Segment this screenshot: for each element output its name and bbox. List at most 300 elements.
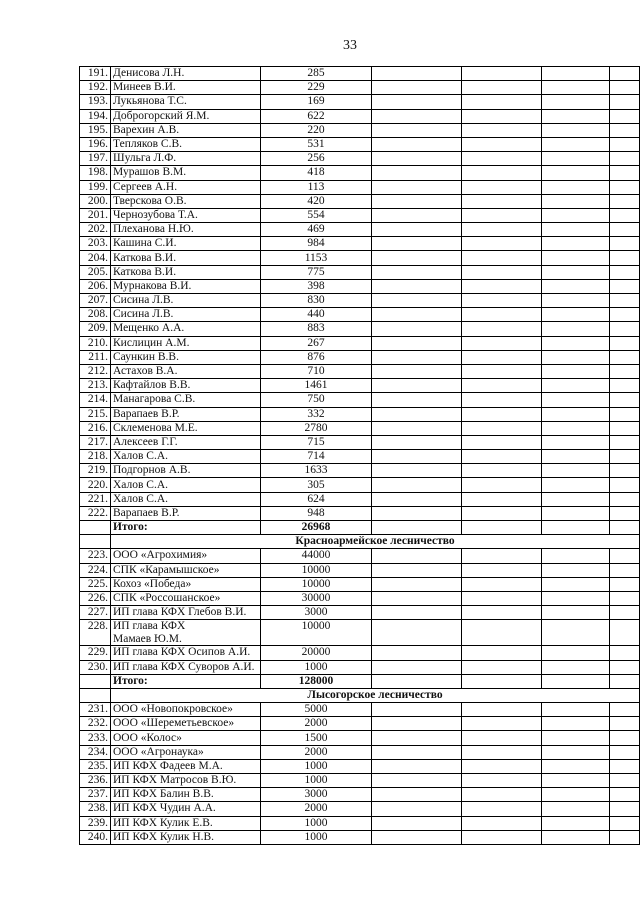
empty-cell <box>542 223 610 237</box>
row-name: ИП глава КФХ Суворов А.И. <box>111 660 261 674</box>
empty-cell <box>372 237 462 251</box>
empty-cell <box>542 591 610 605</box>
empty-cell <box>610 336 640 350</box>
empty-cell <box>542 492 610 506</box>
table-row <box>80 81 640 95</box>
empty-cell <box>542 67 610 81</box>
row-number: 230. <box>80 660 111 674</box>
empty-cell <box>542 717 610 731</box>
table-row <box>80 364 640 378</box>
row-name: Алексеев Г.Г. <box>111 435 261 449</box>
empty-cell <box>462 67 542 81</box>
table-row <box>80 620 640 646</box>
row-name: Мурнакова В.И. <box>111 279 261 293</box>
empty-cell <box>372 364 462 378</box>
empty-cell <box>372 336 462 350</box>
empty-cell <box>542 379 610 393</box>
table-row <box>80 137 640 151</box>
row-value: 256 <box>261 152 372 166</box>
empty-cell <box>462 152 542 166</box>
empty-cell <box>610 166 640 180</box>
empty-cell <box>462 322 542 336</box>
table-row <box>80 109 640 123</box>
empty-cell <box>372 265 462 279</box>
row-number: 234. <box>80 745 111 759</box>
row-number: 225. <box>80 577 111 591</box>
empty-cell <box>372 802 462 816</box>
empty-cell <box>610 223 640 237</box>
empty-cell <box>462 350 542 364</box>
empty-cell <box>372 81 462 95</box>
row-name: Кафтайлов В.В. <box>111 379 261 393</box>
empty-cell <box>372 577 462 591</box>
row-value: 469 <box>261 223 372 237</box>
empty-cell <box>462 591 542 605</box>
row-name: ООО «Колос» <box>111 731 261 745</box>
empty-cell <box>610 67 640 81</box>
empty-cell <box>372 646 462 660</box>
empty-cell <box>542 294 610 308</box>
empty-cell <box>610 492 640 506</box>
empty-cell <box>610 549 640 563</box>
empty-cell <box>372 788 462 802</box>
row-value: 1000 <box>261 774 372 788</box>
empty-cell <box>372 223 462 237</box>
row-name: ИП КФХ Кулик Е.В. <box>111 816 261 830</box>
row-value: 1633 <box>261 464 372 478</box>
table-row <box>80 237 640 251</box>
table-row <box>80 703 640 717</box>
empty-cell <box>462 450 542 464</box>
empty-cell <box>610 745 640 759</box>
empty-cell <box>542 816 610 830</box>
empty-cell <box>462 336 542 350</box>
row-value: 1461 <box>261 379 372 393</box>
table-row <box>80 606 640 620</box>
row-name: ООО «Шереметьевское» <box>111 717 261 731</box>
empty-cell <box>542 577 610 591</box>
row-value: 20000 <box>261 646 372 660</box>
row-number: 215. <box>80 407 111 421</box>
row-number: 235. <box>80 759 111 773</box>
empty-cell <box>372 745 462 759</box>
table-row <box>80 717 640 731</box>
empty-cell <box>372 393 462 407</box>
empty-cell <box>372 660 462 674</box>
empty-cell <box>462 379 542 393</box>
row-value: 44000 <box>261 549 372 563</box>
row-number: 214. <box>80 393 111 407</box>
row-number: 232. <box>80 717 111 731</box>
empty-cell <box>542 95 610 109</box>
table-row <box>80 830 640 844</box>
empty-cell <box>462 549 542 563</box>
row-number: 194. <box>80 109 111 123</box>
empty-cell <box>610 279 640 293</box>
table-row <box>80 294 640 308</box>
empty-cell <box>372 717 462 731</box>
row-name: ИП КФХ Чудин А.А. <box>111 802 261 816</box>
empty-cell <box>542 152 610 166</box>
table-row <box>80 393 640 407</box>
row-name: ИП КФХ Кулик Н.В. <box>111 830 261 844</box>
empty-cell <box>462 759 542 773</box>
table-row <box>80 549 640 563</box>
empty-cell <box>542 745 610 759</box>
total-value: 128000 <box>261 674 372 688</box>
empty-cell <box>372 294 462 308</box>
row-name: Кислицин А.М. <box>111 336 261 350</box>
empty-cell <box>542 350 610 364</box>
empty-cell <box>462 308 542 322</box>
empty-cell <box>542 830 610 844</box>
empty-cell <box>542 506 610 520</box>
empty-cell <box>462 279 542 293</box>
table-row <box>80 265 640 279</box>
row-name: Халов С.А. <box>111 492 261 506</box>
empty-cell <box>372 194 462 208</box>
empty-cell <box>542 450 610 464</box>
row-number: 199. <box>80 180 111 194</box>
table-row <box>80 152 640 166</box>
row-value: 285 <box>261 67 372 81</box>
row-value: 2000 <box>261 802 372 816</box>
row-number: 202. <box>80 223 111 237</box>
empty-cell <box>610 322 640 336</box>
empty-cell <box>610 208 640 222</box>
row-value: 2000 <box>261 717 372 731</box>
table-row <box>80 308 640 322</box>
empty-cell <box>372 591 462 605</box>
row-value: 622 <box>261 109 372 123</box>
row-number: 198. <box>80 166 111 180</box>
empty-cell <box>462 646 542 660</box>
empty-cell <box>372 830 462 844</box>
empty-cell <box>610 123 640 137</box>
empty-cell <box>372 407 462 421</box>
row-name: ИП глава КФХ Осипов А.И. <box>111 646 261 660</box>
total-row <box>80 521 640 535</box>
row-name: Сисина Л.В. <box>111 308 261 322</box>
empty-cell <box>610 591 640 605</box>
table-row <box>80 802 640 816</box>
table-row <box>80 67 640 81</box>
row-value: 30000 <box>261 591 372 605</box>
empty-cell <box>462 774 542 788</box>
row-name: Подгорнов А.В. <box>111 464 261 478</box>
row-number: 195. <box>80 123 111 137</box>
table-row <box>80 379 640 393</box>
row-name: Мещенко А.А. <box>111 322 261 336</box>
row-name: Кашина С.И. <box>111 237 261 251</box>
section-header <box>80 688 640 702</box>
table-row <box>80 322 640 336</box>
empty-cell <box>542 407 610 421</box>
empty-cell <box>462 364 542 378</box>
total-value: 26968 <box>261 521 372 535</box>
empty-cell <box>372 166 462 180</box>
row-value: 440 <box>261 308 372 322</box>
empty-cell <box>542 336 610 350</box>
empty-cell <box>462 137 542 151</box>
empty-cell <box>610 137 640 151</box>
empty-cell <box>610 703 640 717</box>
empty-cell <box>462 265 542 279</box>
empty-cell <box>462 745 542 759</box>
table-row <box>80 123 640 137</box>
empty-cell <box>462 421 542 435</box>
empty-cell <box>610 421 640 435</box>
row-number: 217. <box>80 435 111 449</box>
row-value: 418 <box>261 166 372 180</box>
empty-cell <box>462 166 542 180</box>
empty-cell <box>610 717 640 731</box>
empty-cell <box>610 788 640 802</box>
row-value: 876 <box>261 350 372 364</box>
empty-cell <box>462 731 542 745</box>
row-value: 5000 <box>261 703 372 717</box>
empty-cell <box>542 194 610 208</box>
empty-cell <box>542 478 610 492</box>
empty-cell <box>542 393 610 407</box>
row-number: 220. <box>80 478 111 492</box>
table-row <box>80 464 640 478</box>
row-number: 205. <box>80 265 111 279</box>
empty-cell <box>462 660 542 674</box>
row-value: 220 <box>261 123 372 137</box>
empty-cell <box>372 435 462 449</box>
row-value: 715 <box>261 435 372 449</box>
row-value: 531 <box>261 137 372 151</box>
empty-cell <box>610 350 640 364</box>
empty-cell <box>542 660 610 674</box>
table-row <box>80 759 640 773</box>
row-value: 10000 <box>261 620 372 646</box>
empty-cell <box>542 421 610 435</box>
row-number: 212. <box>80 364 111 378</box>
row-name: СПК «Карамышское» <box>111 563 261 577</box>
empty-cell <box>372 208 462 222</box>
empty-cell <box>610 251 640 265</box>
row-number: 192. <box>80 81 111 95</box>
row-name: ИП КФХ Балин В.В. <box>111 788 261 802</box>
section-header <box>80 535 640 549</box>
row-number: 237. <box>80 788 111 802</box>
row-name: СПК «Россошанское» <box>111 591 261 605</box>
empty-cell <box>462 464 542 478</box>
empty-cell <box>372 450 462 464</box>
empty-cell <box>462 703 542 717</box>
row-name: Халов С.А. <box>111 450 261 464</box>
row-value: 883 <box>261 322 372 336</box>
empty-cell <box>610 606 640 620</box>
row-value: 775 <box>261 265 372 279</box>
row-name: Каткова В.И. <box>111 265 261 279</box>
empty-cell <box>372 478 462 492</box>
row-number: 221. <box>80 492 111 506</box>
empty-cell <box>610 660 640 674</box>
empty-cell <box>610 646 640 660</box>
row-name: ИП КФХ Матросов В.Ю. <box>111 774 261 788</box>
table-row <box>80 660 640 674</box>
empty-cell <box>372 464 462 478</box>
row-value: 714 <box>261 450 372 464</box>
empty-cell <box>462 208 542 222</box>
empty-cell <box>372 421 462 435</box>
row-value: 229 <box>261 81 372 95</box>
row-number: 228. <box>80 620 111 646</box>
empty-cell <box>372 774 462 788</box>
empty-cell <box>542 166 610 180</box>
row-name: Доброгорский Я.М. <box>111 109 261 123</box>
table-row <box>80 745 640 759</box>
empty-cell <box>542 759 610 773</box>
row-value: 554 <box>261 208 372 222</box>
row-number: 227. <box>80 606 111 620</box>
row-name: Сергеев А.Н. <box>111 180 261 194</box>
empty-cell <box>372 279 462 293</box>
row-name: Варехин А.В. <box>111 123 261 137</box>
row-name: ИП КФХ Фадеев М.А. <box>111 759 261 773</box>
empty-cell <box>542 137 610 151</box>
row-value: 3000 <box>261 788 372 802</box>
total-label: Итого: <box>111 674 261 688</box>
table-row <box>80 774 640 788</box>
row-number: 200. <box>80 194 111 208</box>
empty-cell <box>610 180 640 194</box>
empty-cell <box>372 563 462 577</box>
row-name: Варапаев В.Р. <box>111 506 261 520</box>
empty-cell <box>462 816 542 830</box>
row-name: Склеменова М.Е. <box>111 421 261 435</box>
table-row <box>80 577 640 591</box>
row-name: Халов С.А. <box>111 478 261 492</box>
empty-cell <box>462 251 542 265</box>
empty-cell <box>462 180 542 194</box>
total-label: Итого: <box>111 521 261 535</box>
table-row <box>80 180 640 194</box>
row-value: 2780 <box>261 421 372 435</box>
row-number: 219. <box>80 464 111 478</box>
row-name: Астахов В.А. <box>111 364 261 378</box>
row-value: 1000 <box>261 816 372 830</box>
row-name: Мурашов В.М. <box>111 166 261 180</box>
row-name: Тепляков С.В. <box>111 137 261 151</box>
row-number: 208. <box>80 308 111 322</box>
row-number: 238. <box>80 802 111 816</box>
row-value: 830 <box>261 294 372 308</box>
row-number: 201. <box>80 208 111 222</box>
row-number: 211. <box>80 350 111 364</box>
empty-cell <box>372 123 462 137</box>
empty-cell <box>610 379 640 393</box>
empty-cell <box>610 194 640 208</box>
empty-cell <box>610 830 640 844</box>
row-value: 1153 <box>261 251 372 265</box>
row-number: 233. <box>80 731 111 745</box>
table-row <box>80 208 640 222</box>
row-name: ООО «Новопокровское» <box>111 703 261 717</box>
row-name: Чернозубова Т.А. <box>111 208 261 222</box>
row-value: 420 <box>261 194 372 208</box>
empty-cell <box>610 450 640 464</box>
row-value: 1000 <box>261 660 372 674</box>
empty-cell <box>542 251 610 265</box>
empty-cell <box>610 81 640 95</box>
empty-cell <box>462 802 542 816</box>
empty-cell <box>542 731 610 745</box>
total-row <box>80 674 640 688</box>
row-name: Шульга Л.Ф. <box>111 152 261 166</box>
row-value: 305 <box>261 478 372 492</box>
table-row <box>80 816 640 830</box>
row-number: 224. <box>80 563 111 577</box>
row-value: 10000 <box>261 563 372 577</box>
data-table <box>79 66 640 845</box>
row-number: 193. <box>80 95 111 109</box>
empty-cell <box>462 717 542 731</box>
empty-cell <box>610 478 640 492</box>
row-number: 213. <box>80 379 111 393</box>
empty-cell <box>462 194 542 208</box>
empty-cell <box>542 123 610 137</box>
row-name: Лукьянова Т.С. <box>111 95 261 109</box>
empty-cell <box>610 294 640 308</box>
empty-cell <box>542 788 610 802</box>
empty-cell <box>462 830 542 844</box>
row-number: 229. <box>80 646 111 660</box>
empty-cell <box>542 308 610 322</box>
table-row <box>80 492 640 506</box>
row-name: Сисина Л.В. <box>111 294 261 308</box>
empty-cell <box>610 109 640 123</box>
row-name: Варапаев В.Р. <box>111 407 261 421</box>
row-number: 240. <box>80 830 111 844</box>
empty-cell <box>462 506 542 520</box>
row-number: 223. <box>80 549 111 563</box>
empty-cell <box>372 67 462 81</box>
row-value: 169 <box>261 95 372 109</box>
empty-cell <box>610 802 640 816</box>
row-value: 624 <box>261 492 372 506</box>
empty-cell <box>462 478 542 492</box>
empty-cell <box>610 464 640 478</box>
empty-cell <box>542 435 610 449</box>
row-number: 216. <box>80 421 111 435</box>
table-row <box>80 563 640 577</box>
table-row <box>80 731 640 745</box>
table-row <box>80 435 640 449</box>
section-title: Красноармейское лесничество <box>111 535 640 549</box>
row-value: 1500 <box>261 731 372 745</box>
row-name: Кохоз «Победа» <box>111 577 261 591</box>
empty-cell <box>542 81 610 95</box>
empty-cell <box>462 393 542 407</box>
row-number: 207. <box>80 294 111 308</box>
empty-cell <box>372 379 462 393</box>
empty-cell <box>372 137 462 151</box>
row-name: ИП глава КФХ Глебов В.И. <box>111 606 261 620</box>
empty-cell <box>610 393 640 407</box>
empty-cell <box>542 364 610 378</box>
row-number: 218. <box>80 450 111 464</box>
row-number: 206. <box>80 279 111 293</box>
row-value: 710 <box>261 364 372 378</box>
row-name: ИП глава КФХ Мамаев Ю.М. <box>111 620 261 646</box>
table-row <box>80 788 640 802</box>
row-number: 196. <box>80 137 111 151</box>
row-value: 113 <box>261 180 372 194</box>
